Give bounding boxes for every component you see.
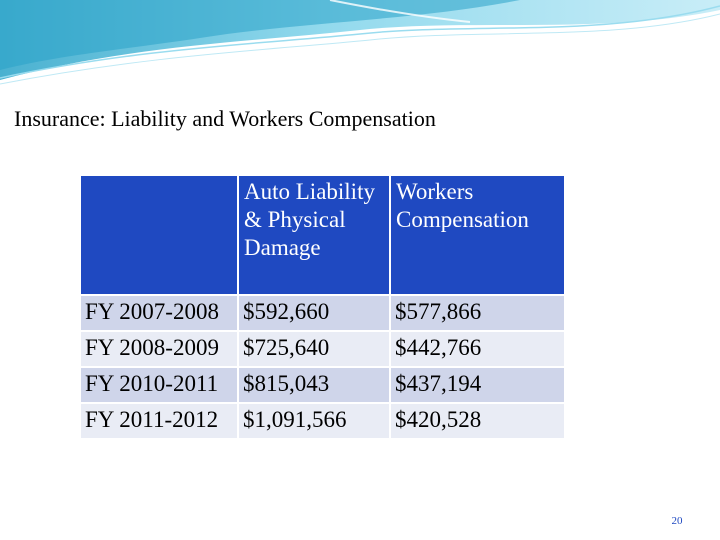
auto-liability-cell: $592,660 <box>238 295 390 331</box>
table-row <box>80 295 565 331</box>
auto-liability-cell: $725,640 <box>238 331 390 367</box>
slide-title: Insurance: Liability and Workers Compensation <box>14 106 436 131</box>
table-row <box>80 367 565 403</box>
table-row <box>80 331 565 367</box>
table-row <box>80 403 565 439</box>
auto-liability-cell: $815,043 <box>238 367 390 403</box>
header-cell-auto-liability: Auto Liability & Physical Damage <box>238 175 390 295</box>
header-cell-workers-comp: Workers Compensation <box>390 175 565 295</box>
insurance-table <box>79 174 566 440</box>
decorative-wave-banner <box>0 0 720 90</box>
workers-comp-cell: $577,866 <box>390 295 565 331</box>
workers-comp-cell: $420,528 <box>390 403 565 439</box>
fiscal-year-cell: FY 2010-2011 <box>80 367 238 403</box>
fiscal-year-cell: FY 2011-2012 <box>80 403 238 439</box>
auto-liability-cell: $1,091,566 <box>238 403 390 439</box>
workers-comp-cell: $442,766 <box>390 331 565 367</box>
header-cell-empty <box>80 175 238 295</box>
workers-comp-cell: $437,194 <box>390 367 565 403</box>
fiscal-year-cell: FY 2008-2009 <box>80 331 238 367</box>
fiscal-year-cell: FY 2007-2008 <box>80 295 238 331</box>
page-number: 20 <box>671 515 683 527</box>
table-header-row <box>80 175 565 295</box>
